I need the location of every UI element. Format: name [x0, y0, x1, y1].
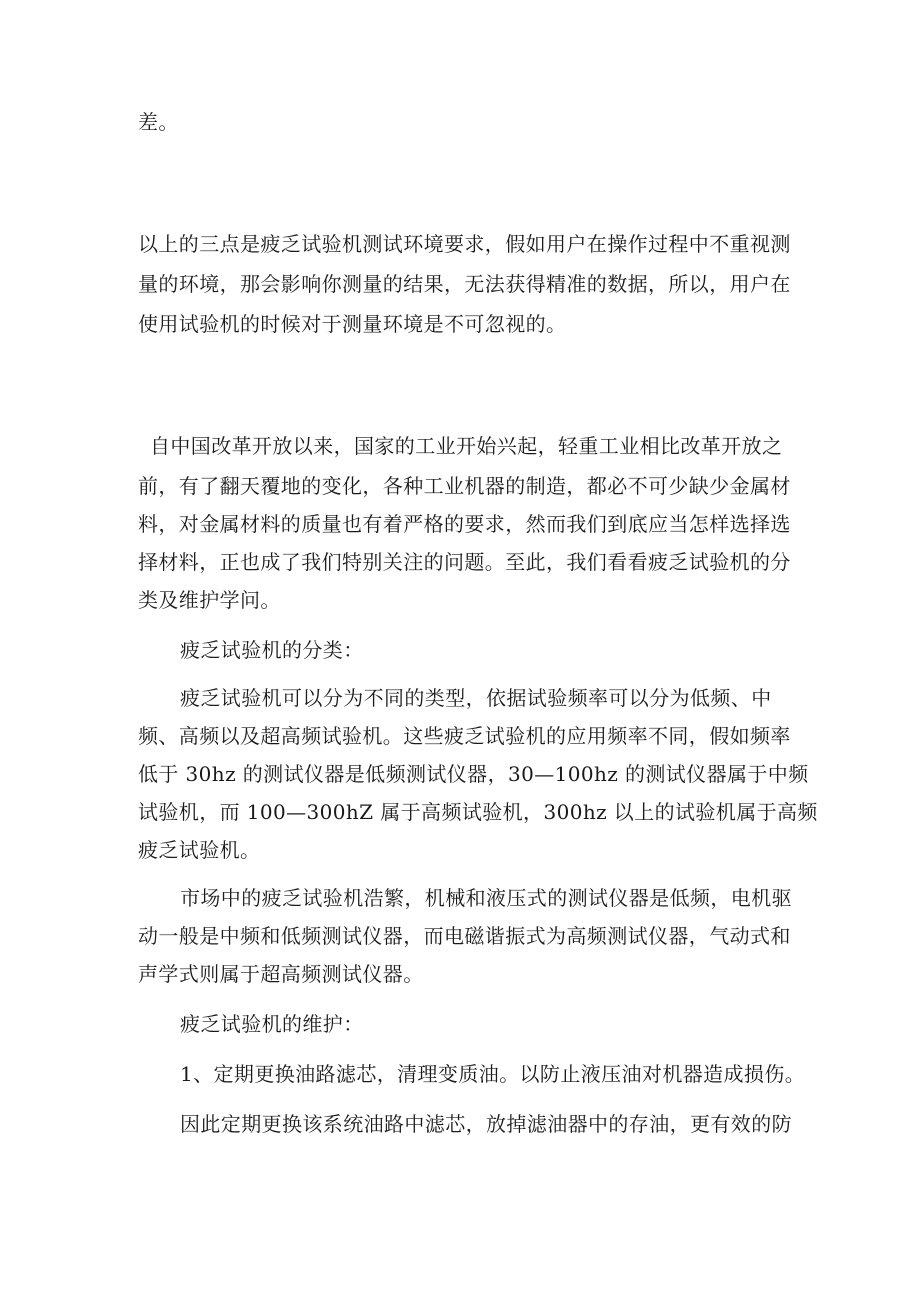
paragraph-line: 择材料，正也成了我们特别关注的问题。至此，我们看看疲乏试验机的分	[138, 550, 791, 574]
paragraph-line: 市场中的疲乏试验机浩繁，机械和液压式的测试仪器是低频，电机驱	[180, 886, 792, 910]
paragraph-line: 因此定期更换该系统油路中滤芯，放掉滤油器中的存油，更有效的防	[180, 1112, 792, 1136]
paragraph-line: 差。	[138, 110, 179, 134]
section-heading: 疲乏试验机的分类：	[180, 638, 364, 662]
paragraph-line: 使用试验机的时候对于测量环境是不可忽视的。	[138, 312, 567, 336]
paragraph-line: 前，有了翻天覆地的变化，各种工业机器的制造，都必不可少缺少金属材	[138, 474, 791, 498]
paragraph-line: 量的环境，那会影响你测量的结果，无法获得精准的数据，所以，用户在	[138, 272, 791, 296]
paragraph-line: 试验机，而 100—300hZ 属于高频试验机，300hz 以上的试验机属于高频	[138, 800, 818, 824]
paragraph-line: 低于 30hz 的测试仪器是低频测试仪器，30—100hz 的测试仪器属于中频	[138, 762, 809, 786]
paragraph-line: 料，对金属材料的质量也有着严格的要求，然而我们到底应当怎样选择选	[138, 512, 791, 536]
paragraph-line: 以上的三点是疲乏试验机测试环境要求，假如用户在操作过程中不重视测	[138, 232, 791, 256]
paragraph-line: 疲乏试验机可以分为不同的类型，依据试验频率可以分为低频、中	[180, 686, 772, 710]
paragraph-line: 动一般是中频和低频测试仪器，而电磁谐振式为高频测试仪器，气动式和	[138, 924, 791, 948]
paragraph-line: 声学式则属于超高频测试仪器。	[138, 962, 424, 986]
paragraph-line: 疲乏试验机。	[138, 838, 261, 862]
paragraph-line: 频、高频以及超高频试验机。这些疲乏试验机的应用频率不同，假如频率	[138, 724, 791, 748]
paragraph-line: 自中国改革开放以来，国家的工业开始兴起，轻重工业相比改革开放之	[150, 434, 783, 458]
paragraph-line: 1、定期更换油路滤芯，清理变质油。以防止液压油对机器造成损伤。	[180, 1062, 806, 1086]
section-heading: 疲乏试验机的维护：	[180, 1012, 364, 1036]
paragraph-line: 类及维护学问。	[138, 588, 281, 612]
